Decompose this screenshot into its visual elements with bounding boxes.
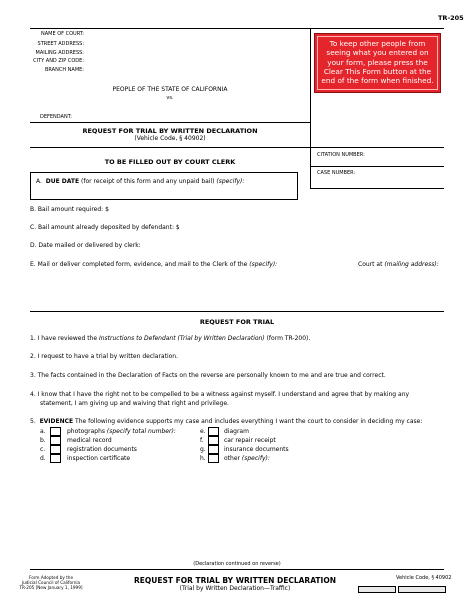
- adopted-line-1: Form Adopted by the: [28, 575, 74, 580]
- adopted-line-3: TR-205 [New January 1, 1999]: [19, 585, 83, 590]
- evidence-letter-c: c.: [40, 446, 46, 453]
- item1-post: (form TR-200).: [264, 335, 311, 342]
- case-rule: [310, 188, 444, 189]
- court-at-text: Court at: [358, 261, 385, 268]
- evidence-label-c: registration documents: [67, 446, 137, 453]
- request-item-2: 2. I request to have a trial by written declaration.: [30, 353, 179, 360]
- header-top-rule: [30, 28, 444, 29]
- evidence-checkbox-g[interactable]: [208, 445, 219, 454]
- evidence-checkbox-d[interactable]: [50, 454, 61, 463]
- evidence-text-h: other: [224, 455, 242, 462]
- due-date-letter: A.: [36, 178, 42, 185]
- evidence-text-a: photographs: [67, 428, 107, 435]
- evidence-label-a: [67, 428, 176, 435]
- evidence-checkbox-b[interactable]: [50, 436, 61, 445]
- mail-deliver-item: [30, 261, 277, 268]
- footer-logo-left: [358, 586, 396, 593]
- form-number: TR-205: [438, 14, 464, 22]
- evidence-checkbox-a[interactable]: [50, 427, 61, 436]
- item1-pre: 1. I have reviewed the: [30, 335, 99, 342]
- case-number-label: CASE NUMBER:: [317, 170, 356, 176]
- due-date-box[interactable]: [30, 172, 298, 200]
- people-of-state: PEOPLE OF THE STATE OF CALIFORNIA: [112, 86, 228, 93]
- defendant-rule: [30, 122, 310, 123]
- footer-title: REQUEST FOR TRIAL BY WRITTEN DECLARATION: [134, 576, 336, 585]
- footer-subtitle: (Trial by Written Declaration—Traffic): [179, 585, 291, 592]
- city-zip-label: CITY AND ZIP CODE:: [33, 58, 84, 64]
- due-date-item: [36, 178, 244, 185]
- branch-name-label: BRANCH NAME:: [44, 67, 84, 73]
- evidence-label: EVIDENCE: [39, 418, 74, 425]
- due-date-specify: (specify):: [216, 178, 245, 185]
- evidence-specify-a: (specify total number):: [106, 428, 176, 435]
- request-section-heading: REQUEST FOR TRIAL: [199, 318, 275, 326]
- evidence-checkbox-h[interactable]: [208, 454, 219, 463]
- form-subtitle: (Vehicle Code, § 40902): [134, 135, 206, 142]
- evidence-letter-g: g.: [200, 446, 206, 453]
- mailing-address-label: MAILING ADDRESS:: [35, 50, 84, 56]
- evidence-label-b: medical record: [67, 437, 112, 444]
- clear-form-notice-text: To keep other people from seeing what you entered on your form, please press the Clear This Form button at the end of the form when finished.: [317, 36, 438, 90]
- mailing-address-specify: (mailing address):: [384, 261, 439, 268]
- request-item-4-line1: 4. I know that I have the right not to be compelled to be a witness against myself. I understand and agree that by making any: [30, 391, 410, 398]
- vehicle-code-ref: Vehicle Code, § 40902: [396, 575, 452, 581]
- clerk-section-heading: TO BE FILLED OUT BY COURT CLERK: [104, 158, 236, 166]
- defendant-label: DEFENDANT:: [40, 114, 72, 120]
- citation-number-label: CITATION NUMBER:: [317, 152, 365, 158]
- name-of-court-label: NAME OF COURT:: [40, 31, 84, 37]
- footer-logo-right: [398, 586, 446, 593]
- evidence-letter-d: d.: [40, 455, 46, 462]
- date-mailed-item: D. Date mailed or delivered by clerk:: [30, 242, 141, 249]
- evidence-label-d: inspection certificate: [67, 455, 131, 462]
- evidence-letter-h: h.: [200, 455, 206, 462]
- item5-number: 5.: [30, 418, 36, 425]
- footer-rule: [30, 569, 444, 570]
- header-divider: [310, 28, 311, 188]
- bail-required-item: B. Bail amount required: $: [30, 206, 109, 213]
- evidence-label-e: diagram: [224, 428, 249, 435]
- evidence-label-g: insurance documents: [224, 446, 289, 453]
- request-item-5: [30, 418, 422, 425]
- evidence-letter-a: a.: [40, 428, 46, 435]
- evidence-letter-f: f.: [200, 437, 204, 444]
- continued-note: (Declaration continued on reverse): [193, 561, 281, 567]
- evidence-text: The following evidence supports my case and includes everything I want the court to consider in deciding my case:: [73, 418, 423, 425]
- street-address-label: STREET ADDRESS:: [37, 41, 84, 47]
- evidence-specify-h: (specify):: [241, 455, 270, 462]
- citation-rule: [310, 166, 444, 167]
- clear-form-notice: [314, 33, 441, 93]
- versus: vs.: [166, 95, 174, 101]
- request-item-1: [30, 335, 310, 342]
- due-date-label: DUE DATE: [45, 178, 80, 185]
- adopted-by: [14, 575, 88, 590]
- court-at-label: [358, 261, 439, 268]
- mail-deliver-text: E. Mail or deliver completed form, evidence, and mail to the Clerk of the: [30, 261, 250, 268]
- evidence-checkbox-f[interactable]: [208, 436, 219, 445]
- evidence-checkbox-e[interactable]: [208, 427, 219, 436]
- form-title: REQUEST FOR TRIAL BY WRITTEN DECLARATION: [82, 127, 258, 135]
- section-divider: [30, 311, 444, 312]
- evidence-label-h: [224, 455, 270, 462]
- item1-italic: Instructions to Defendant (Trial by Written Declaration): [98, 335, 265, 342]
- mail-deliver-specify: (specify):: [249, 261, 278, 268]
- request-item-4-line2: statement, I am giving up and waiving that right and privilege.: [40, 400, 229, 407]
- bail-deposited-item: C. Bail amount already deposited by defendant: $: [30, 224, 180, 231]
- title-top-rule: [30, 147, 444, 148]
- request-item-3: 3. The facts contained in the Declaration of Facts on the reverse are personally known to me and are true and correct.: [30, 372, 386, 379]
- evidence-checkbox-c[interactable]: [50, 445, 61, 454]
- due-date-text: (for receipt of this form and any unpaid bail): [79, 178, 217, 185]
- evidence-letter-e: e.: [200, 428, 206, 435]
- adopted-line-2: Judicial Council of California: [21, 580, 81, 585]
- evidence-letter-b: b.: [40, 437, 46, 444]
- evidence-label-f: car repair receipt: [224, 437, 276, 444]
